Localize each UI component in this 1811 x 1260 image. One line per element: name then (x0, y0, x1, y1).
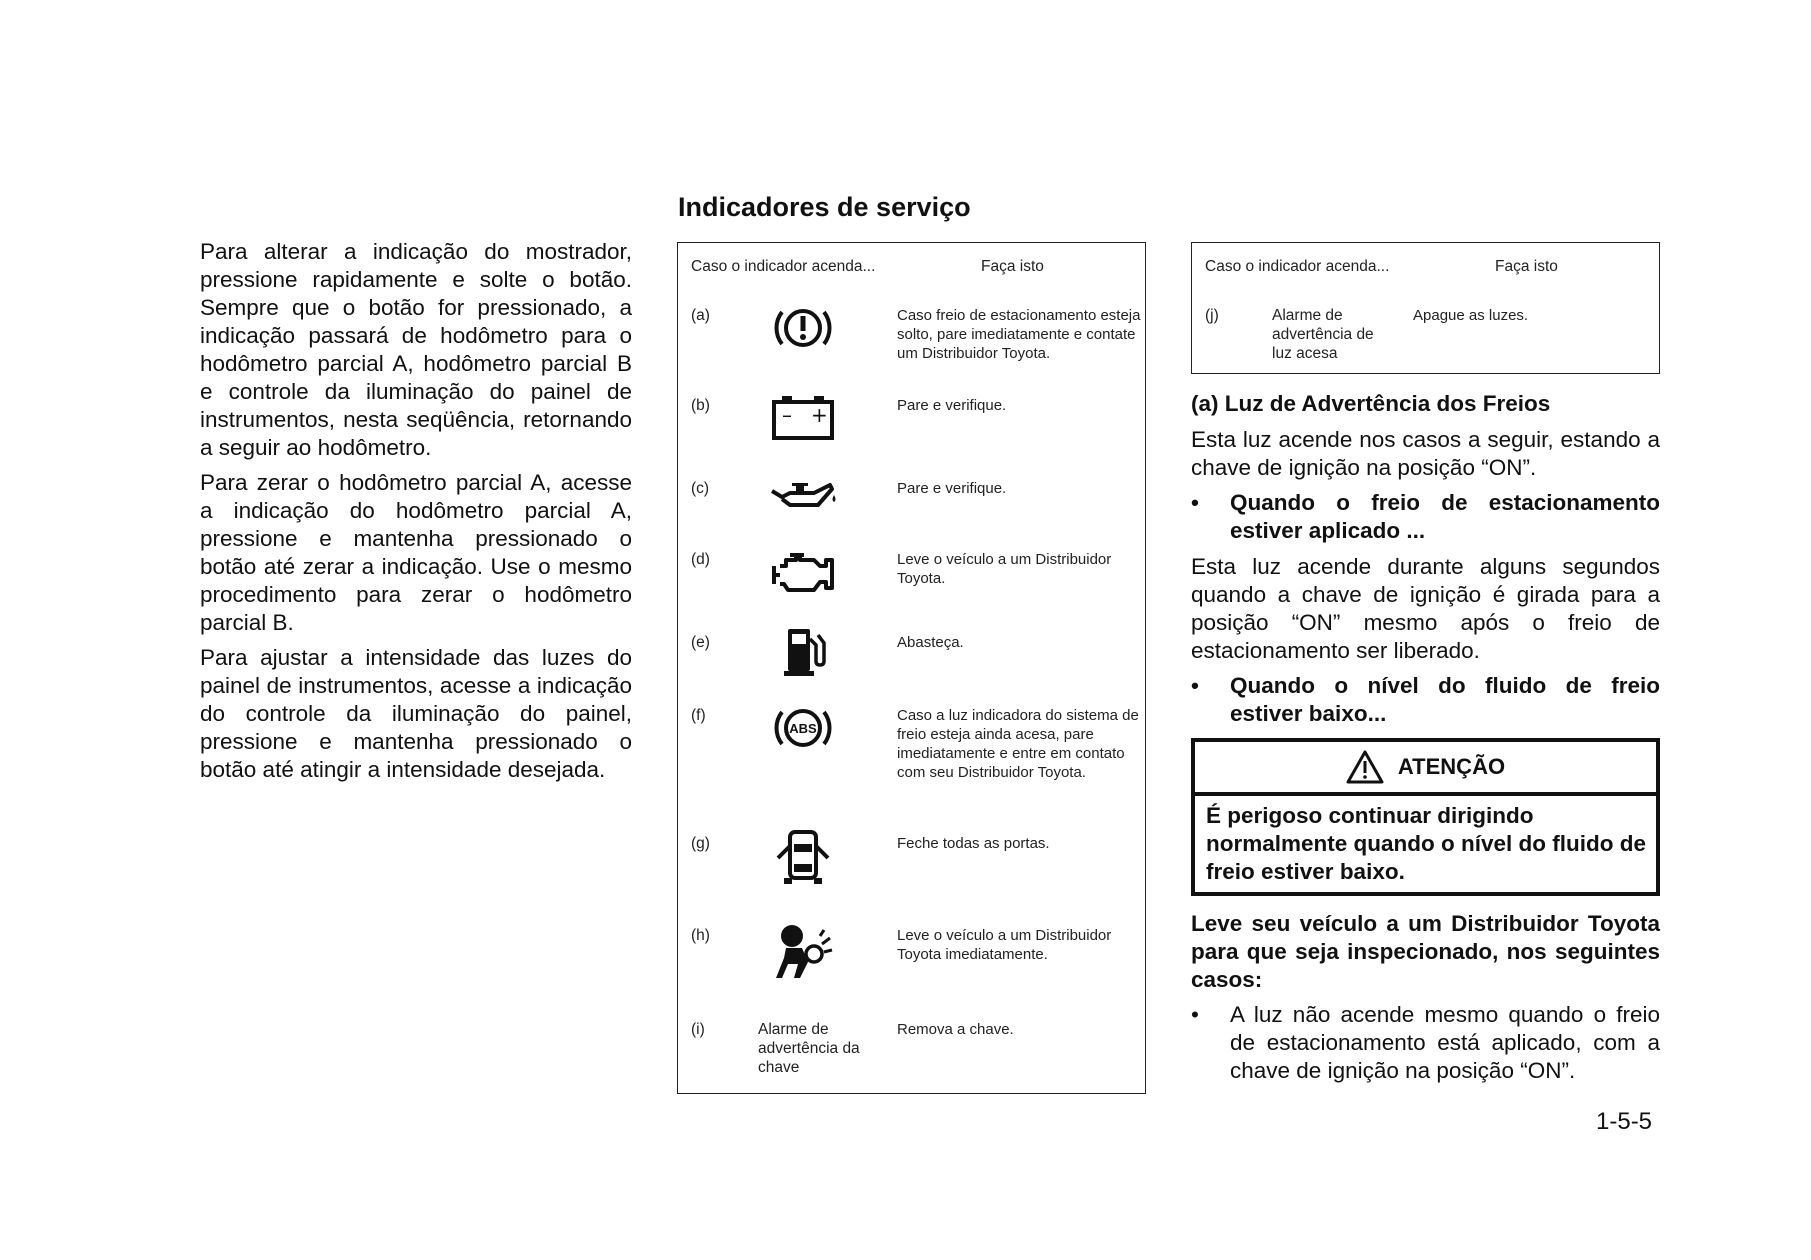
row-action: Pare e verifique. (897, 480, 1007, 497)
row-name: Alarme de advertência da chave (758, 1021, 860, 1076)
row-label: (j) (1205, 307, 1219, 324)
bullet-paragraph: Esta luz acende durante alguns segundos quando a chave de ignição é girada para a posição “ON” mesmo após o freio de estacionamento ser liberado. (1191, 554, 1660, 663)
intro-paragraph: Esta luz acende nos casos a seguir, estando a chave de ignição na posição “ON”. (1191, 427, 1660, 480)
bullet-text: Quando o freio de estacionamento estiver aplicado ... (1230, 490, 1660, 543)
oil-pressure-icon (768, 471, 838, 531)
door-open-icon (768, 828, 838, 888)
row-label: (e) (691, 634, 710, 651)
table-header-action: Faça isto (981, 258, 1044, 275)
row-label: (d) (691, 551, 710, 568)
row-action: Remova a chave. (897, 1021, 1014, 1038)
fuel-pump-icon (768, 625, 838, 685)
row-action: Apague as luzes. (1413, 307, 1529, 324)
warning-box (1191, 738, 1660, 896)
bullet-text: Quando o nível do fluido de freio estiver baixo... (1230, 673, 1660, 726)
airbag-icon (768, 922, 838, 982)
light-warning-table (1191, 242, 1660, 374)
row-action: Leve o veículo a um Distribuidor Toyota imediatamente. (897, 927, 1112, 963)
bullet-item (1191, 489, 1660, 545)
bullet-item (1191, 1001, 1660, 1085)
row-action: Leve o veículo a um Distribuidor Toyota. (897, 551, 1112, 587)
warning-triangle-icon (1346, 750, 1384, 784)
table-header-action: Faça isto (1495, 258, 1558, 275)
bullet-symbol: • (1191, 490, 1199, 515)
battery-minus: – (782, 403, 792, 427)
check-engine-icon (768, 542, 838, 602)
row-label: (a) (691, 307, 710, 324)
section-title: Indicadores de serviço (678, 192, 971, 222)
row-label: (b) (691, 397, 710, 414)
row-name: Alarme de advertência de luz acesa (1272, 307, 1374, 362)
abs-label: ABS (789, 721, 817, 736)
row-action: Caso a luz indicadora do sistema de freio esteja ainda acesa, pare imediatamente e entre em contato com seu Distribuidor Toyota. (897, 707, 1139, 781)
row-action: Feche todas as portas. (897, 835, 1050, 852)
row-action: Caso freio de estacionamento esteja solto, pare imediatamente e contate um Distribuidor Toyota. (897, 307, 1141, 362)
table-header-condition: Caso o indicador acenda... (1205, 258, 1390, 275)
row-label: (f) (691, 707, 706, 724)
battery-icon (768, 388, 838, 448)
row-label: (c) (691, 480, 710, 497)
warning-header (1195, 742, 1656, 796)
bullet-text: A luz não acende mesmo quando o freio de estacionamento está aplicado, com a chave de ignição na posição “ON”. (1230, 1002, 1660, 1083)
row-action: Pare e verifique. (897, 397, 1007, 414)
warning-text: É perigoso continuar dirigindo normalmente quando o nível do fluido de freio estiver baixo. (1206, 803, 1647, 884)
row-action: Abasteça. (897, 634, 964, 651)
brake-warning-icon (768, 298, 838, 358)
warning-title: ATENÇÃO (1397, 754, 1506, 779)
bullet-item (1191, 672, 1660, 728)
inspection-paragraph: Leve seu veículo a um Distribuidor Toyota para que seja inspecionado, nos seguintes casos: (1191, 911, 1660, 992)
row-label: (g) (691, 835, 710, 852)
subheading-brake-light: (a) Luz de Advertência dos Freios (1191, 391, 1551, 416)
row-label: (i) (691, 1021, 705, 1038)
table-header-condition: Caso o indicador acenda... (691, 258, 876, 275)
left-column (200, 238, 632, 791)
right-column (1191, 390, 1660, 1093)
bullet-symbol: • (1191, 673, 1199, 698)
abs-warning-icon (768, 698, 838, 758)
paragraph-display-change: Para alterar a indicação do mostrador, pressione rapidamente e solte o botão. Sempre que o botão for pressionado, a indicação passará de hodômetro para o hodômetro parcial A, hodômetro parcial B e controle da iluminação do painel de instrumentos, nesta seqüência, retornando a seguir ao hodômetro. (200, 239, 632, 460)
paragraph-panel-light: Para ajustar a intensidade das luzes do painel de instrumentos, acesse a indicação do controle da iluminação do painel, pressione e mantenha pressionado o botão até atingir a intensidade desejada. (200, 645, 632, 782)
row-label: (h) (691, 927, 710, 944)
service-indicators-table (677, 242, 1146, 1094)
page-number: 1-5-5 (1596, 1108, 1653, 1135)
bullet-symbol: • (1191, 1002, 1199, 1027)
paragraph-reset-trip: Para zerar o hodômetro parcial A, acesse a indicação do hodômetro parcial A, pressione e mantenha pressionado o botão até zerar a indicação. Use o mesmo procedimento para zerar o hodômetro parcial B. (200, 470, 632, 635)
battery-plus: + (811, 403, 828, 427)
